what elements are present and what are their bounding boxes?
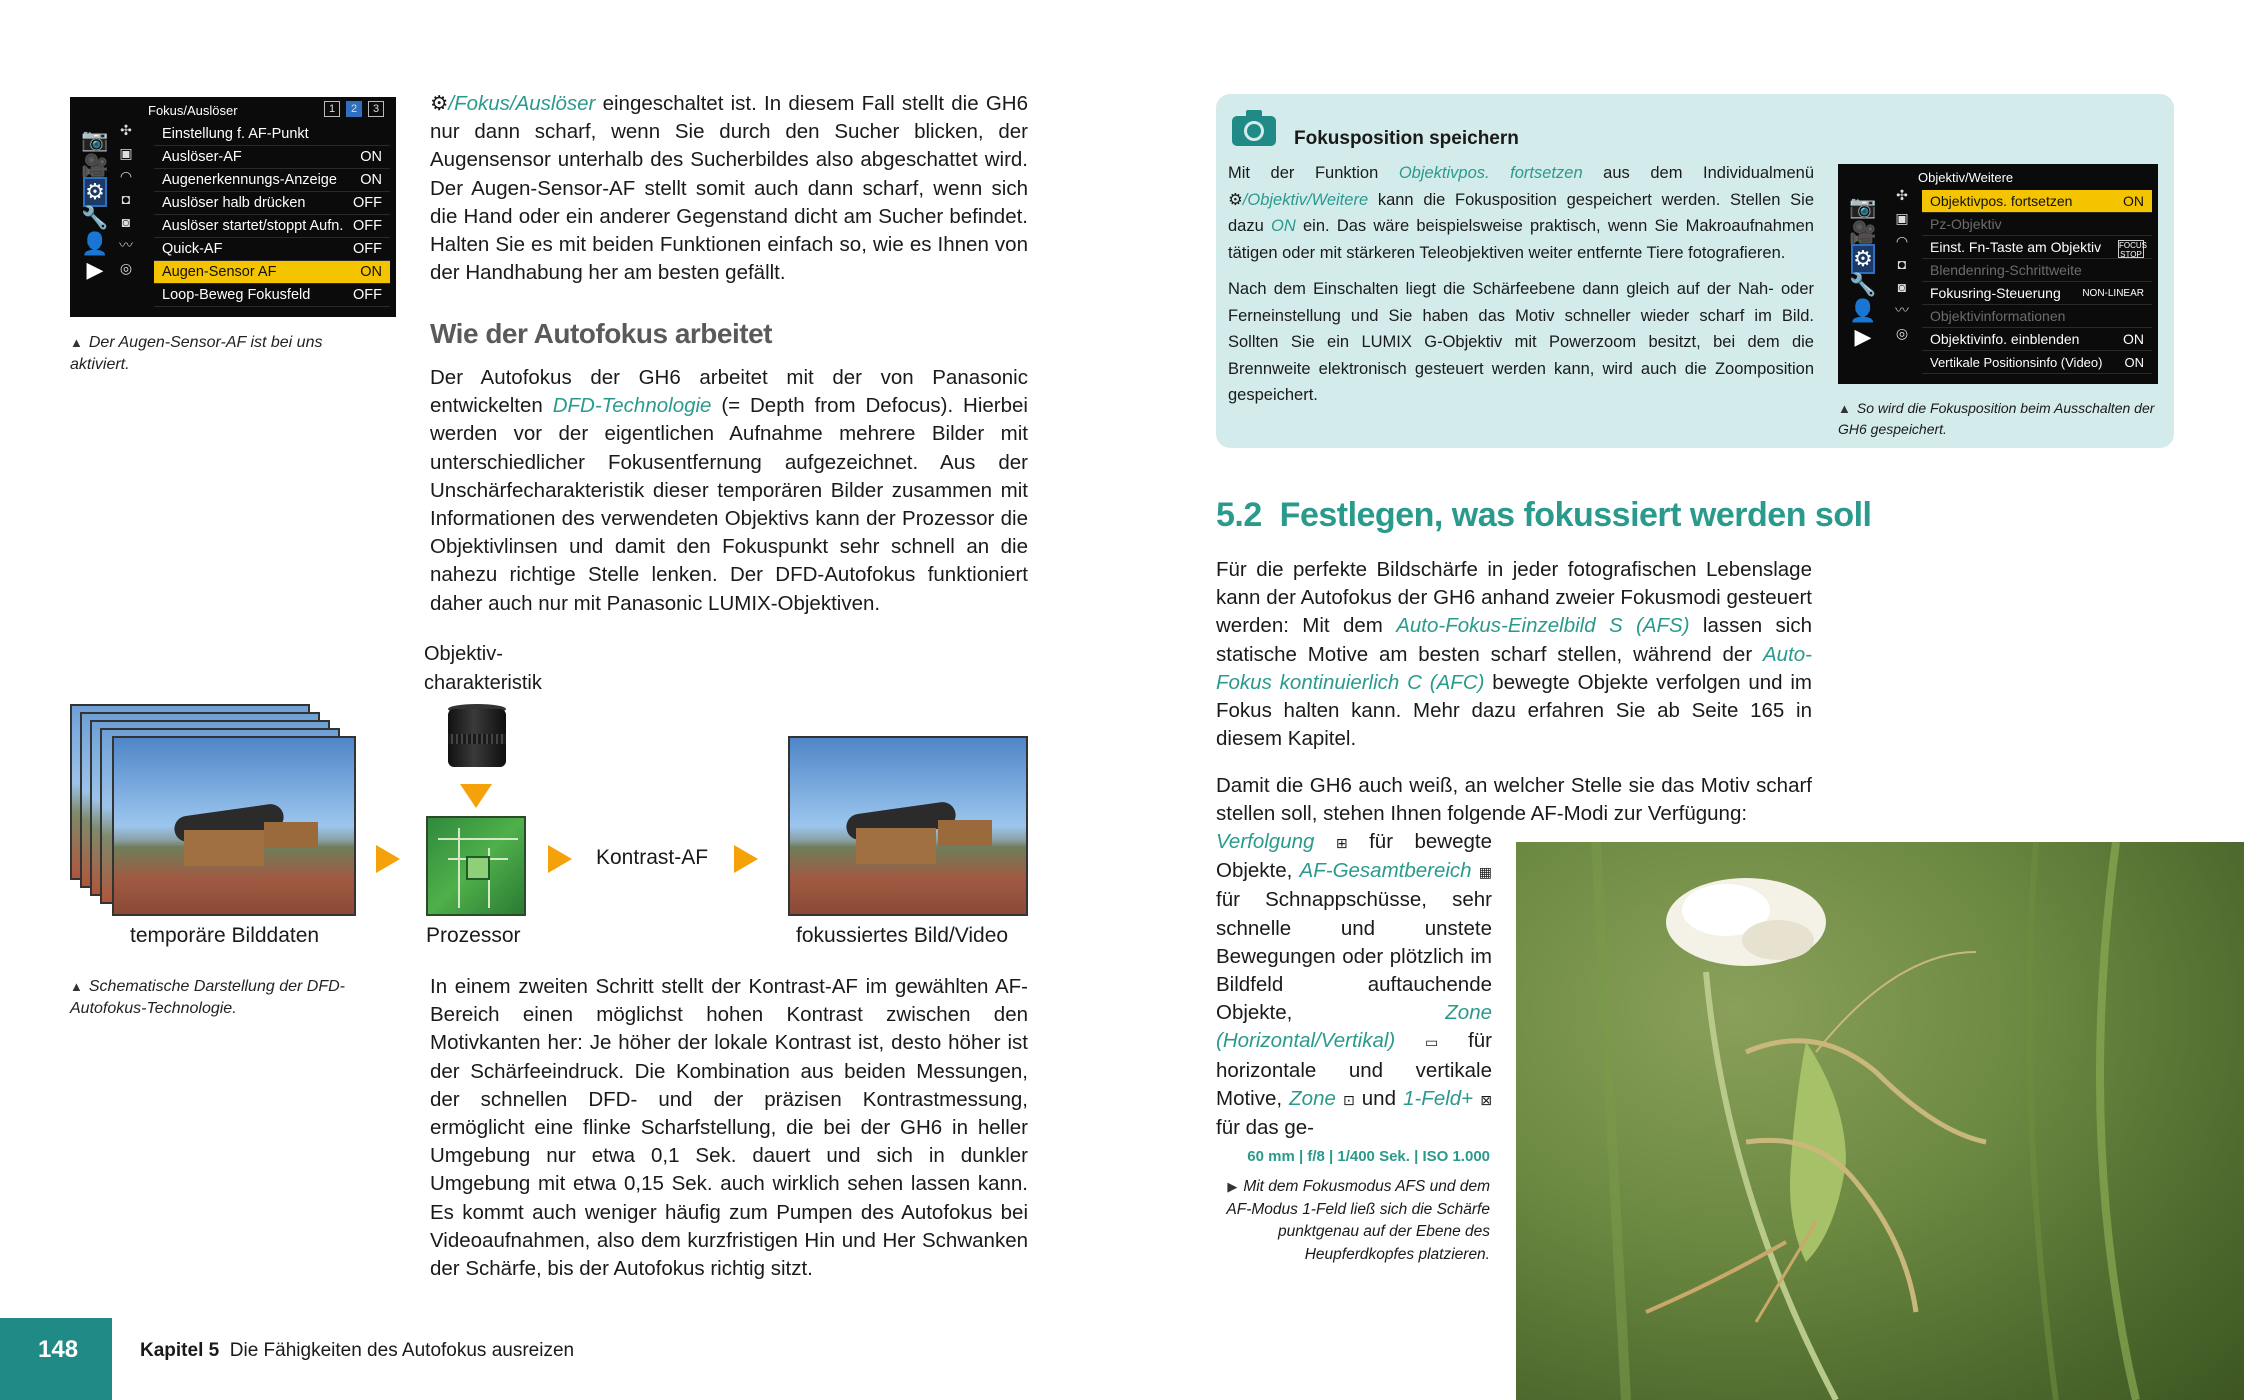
photo-exif: 60 mm | f/8 | 1/400 Sek. | ISO 1.000: [1247, 1148, 1490, 1165]
down-arrow-icon: [460, 784, 492, 808]
menu-row: Auslöser halb drücken OFF: [154, 192, 390, 215]
info-box-paragraph-2: Nach dem Einschalten liegt die Schärfeebene dann gleich auf der Nah- oder Ferneinstellung und Sie haben das Motiv schneller wieder scharf im Bild. Sollten Sie ein LUMIX G-Objektiv mit Powerzoom besitzt, bei dem die Brennweite elektronisch gesteuert werden kann, wird auch die Zoomposition gespeichert.: [1228, 280, 1814, 404]
section-paragraph-2: Damit die GH6 auch weiß, an welcher Stelle sie das Motiv scharf stellen soll, stehen Ihnen folgende AF-Modi zur Verfügung:: [1216, 774, 1812, 826]
gear-icon: ⚙: [430, 92, 449, 115]
zone-hv-icon: ▭: [1425, 1034, 1439, 1051]
section-title: 5.2 Festlegen, was fokussiert werden soll: [1216, 496, 1872, 534]
menu-tab-2: 2: [346, 101, 362, 117]
shutter-icon: ◘: [121, 191, 131, 207]
temporary-images-stack: [70, 704, 360, 918]
focused-image: [788, 736, 1028, 916]
diagram-temp-label: temporäre Bilddaten: [130, 924, 320, 947]
arrow-right-icon: [376, 845, 400, 873]
menu-tab-3: 3: [368, 101, 384, 117]
menu-rows: [154, 123, 390, 307]
camera-icon: 📷: [1849, 194, 1877, 219]
gear-icon: ⚙: [85, 179, 105, 204]
diagram-lens-label: Objektiv- charakteristik: [424, 643, 542, 694]
menu-title: Fokus/Auslöser: [148, 103, 238, 118]
af-point-icon: ✣: [1896, 187, 1908, 203]
diagram-final-label: fokussiertes Bild/Video: [796, 924, 1009, 947]
signal-icon: 〰: [119, 237, 133, 253]
section-paragraph-1: Für die perfekte Bildschärfe in jeder fotografischen Lebenslage kann der Autofokus der GH6 anhand zweier Fokusmodi gesteuert werden: Mit dem Auto-Fokus-Einzelbild S (AFS) lassen sich statische Motive am besten scharf stellen, während der Auto-Fokus kontinuierlich C (AFC) bewegte Objekte verfolgen und im Fokus halten kann. Mehr dazu erfahren Sie ab Seite 165 in diesem Kapitel.: [1216, 558, 1813, 751]
one-area-plus-icon: ⊠: [1480, 1091, 1492, 1108]
processor-chip-image: [426, 816, 526, 916]
camera-icon: 📷: [81, 127, 109, 152]
record-icon: ◙: [1897, 279, 1907, 295]
gear-icon: ⚙: [1228, 190, 1243, 209]
menu-subicons: [1890, 184, 1914, 345]
menu-title: Objektiv/Weitere: [1918, 170, 2014, 185]
menu1-caption: ▲ Der Augen-Sensor-AF ist bei uns aktiviert.: [70, 334, 323, 373]
menu-row: Augenerkennungs-Anzeige ON: [154, 169, 390, 192]
menu-row: Auslöser startet/stoppt Aufn. OFF: [154, 215, 390, 238]
diagram-kontrast-label: Kontrast-AF: [596, 846, 709, 869]
af-modes-paragraph: Verfolgung ⊞ für bewegte Objekte, AF-Gesamtbereich ▦ für Schnappschüsse, sehr schnelle und unstete Bewegungen oder plötzlich im Bildfeld auftauchende Objekte, Zone (Horizontal/Vertikal) ▭ für horizontale und vertikale Motive, Zone ⊡ und 1-Feld+ ⊠ für das ge-: [1216, 830, 1493, 1140]
playback-icon: ▶: [1854, 324, 1872, 349]
grasshopper-drawing: [1516, 842, 2244, 1400]
menu-tab-1: 1: [324, 101, 340, 117]
paragraph-3: In einem zweiten Schritt stellt der Kontrast-AF im gewählten AF-Bereich einen möglichst hohen Kontrast zwischen den Motivkanten her: Je höher der lokale Kontrast ist, desto höher ist der Schärfeeindruck. Die Kombination aus beiden Messungen, der schnellen DFD- und der präzisen Kontrastmessung, ermöglicht eine flinke Scharfstellung, die bei der GH6 in heller Umgebung nur etwa 0,1 Sek. dauert und sich in dunkler Umgebung mit etwa 0,15 Sek. auch wirklich sehen lassen kann. Es kommt auch weniger häufig zum Pumpen des Autofokus bei Videoaufnahmen, also dem kurzfristigen Hin und Her Schwanken der Schärfe, bis der Autofokus richtig sitzt.: [430, 975, 1028, 1281]
record-icon: ◙: [121, 214, 131, 230]
menu-subicons: [114, 119, 138, 280]
menu-row: Einstellung f. AF-Punkt: [154, 123, 390, 146]
info-box-title: Fokusposition speichern: [1294, 128, 1519, 149]
wrench-icon: 🔧: [1849, 272, 1877, 297]
menu-row-selected: Augen-Sensor AF ON: [154, 261, 390, 284]
footer-chapter: Kapitel 5 Die Fähigkeiten des Autofokus ausreizen: [140, 1340, 575, 1361]
lens-icon: ◎: [1895, 325, 1909, 341]
af-icon: ▣: [1895, 210, 1909, 226]
menu2-caption: ▲ So wird die Fokusposition beim Ausschalten der GH6 gespeichert.: [1838, 400, 2155, 437]
menu-row: Loop-Beweg Fokusfeld OFF: [154, 284, 390, 307]
zone-icon: ⊡: [1342, 1091, 1355, 1108]
full-area-icon: ▦: [1478, 864, 1493, 881]
wrench-icon: 🔧: [81, 205, 109, 230]
camera-menu-lens-other: [1838, 164, 2158, 384]
triangle-up-icon: ▲: [1838, 401, 1851, 416]
menu-row: Fokusring-Steuerung NON-LINEAR: [1922, 282, 2152, 305]
menu-row: Pz-Objektiv: [1922, 213, 2152, 236]
menu-row: Blendenring-Schrittweite: [1922, 259, 2152, 282]
af-icon: ▣: [119, 145, 133, 161]
menu-tabs: [324, 101, 384, 117]
diagram-caption: ▲ Schematische Darstellung der DFD-Autofokus-Technologie.: [70, 978, 345, 1017]
arrow-right-icon: [734, 845, 758, 873]
photo-caption: ▶ Mit dem Fokusmodus AFS und dem AF-Modus 1-Feld ließ sich die Schärfe punktgenau auf der Ebene des Heupferdkopfes platzieren.: [1226, 1178, 1490, 1263]
section-heading: Wie der Autofokus arbeitet: [430, 318, 772, 349]
paragraph-2: Der Autofokus der GH6 arbeitet mit der von Panasonic entwickelten DFD-Technologie (= Depth from Defocus). Hierbei werden vor der eigentlichen Aufnahme mehrere Bilder mit unterschiedlicher Fokusentfernung aufgezeichnet. Aus der Unschärfecharakteristik dieser temporären Bilder zusammen mit Informationen des verwendeten Objektivs kann der Prozessor die Objektivlinsen und damit den Fokuspunkt sehr schnell an die nahezu richtige Stelle lenken. Der DFD-Autofokus funktioniert daher auch nur mit Panasonic LUMIX-Objektiven.: [430, 366, 1028, 615]
lens-image: [444, 704, 510, 772]
triangle-up-icon: ▲: [70, 335, 83, 350]
eye-icon: ◠: [1895, 233, 1909, 249]
menu-sidebar: [1848, 194, 1878, 350]
page-number: 148: [38, 1336, 79, 1363]
menu-row: Objektivinfo. einblenden ON: [1922, 328, 2152, 351]
menu-row: Auslöser-AF ON: [154, 146, 390, 169]
diagram-processor-label: Prozessor: [426, 924, 521, 947]
menu-sidebar: [80, 127, 110, 283]
camera-menu-focus-release: [70, 97, 396, 317]
menu-row: Objektivinformationen: [1922, 305, 2152, 328]
menu-row: Einst. Fn-Taste am Objektiv FOCUS STOP: [1922, 236, 2152, 259]
menu-row-selected: Objektivpos. fortsetzen ON: [1922, 190, 2152, 213]
person-icon: 👤: [81, 231, 109, 256]
camera-icon: [1232, 110, 1276, 146]
gear-icon: ⚙: [1853, 246, 1873, 271]
tracking-icon: ⊞: [1335, 835, 1348, 851]
video-icon: 🎥: [1849, 220, 1877, 245]
af-point-icon: ✣: [120, 122, 132, 138]
info-box-paragraph-1: Mit der Funktion Objektivpos. fortsetzen aus dem Individualmenü ⚙/Objektiv/Weitere kann die Fokusposition gespeichert werden. Stellen Sie dazu ON ein. Das wäre beispielsweise praktisch, wenn Sie Makroaufnahmen tätigen oder mit stärkeren Teleobjektiven weiter entfernte Tiere fotografieren.: [1228, 164, 1814, 262]
arrow-right-icon: [548, 845, 572, 873]
triangle-up-icon: ▲: [70, 979, 83, 994]
playback-icon: ▶: [86, 257, 104, 282]
menu-rows: [1922, 190, 2152, 374]
eye-icon: ◠: [119, 168, 133, 184]
triangle-right-icon: ▶: [1227, 1179, 1238, 1194]
grasshopper-photo: [1516, 842, 2244, 1400]
menu-row: Quick-AF OFF: [154, 238, 390, 261]
shutter-icon: ◘: [1897, 256, 1907, 272]
person-icon: 👤: [1849, 298, 1877, 323]
paragraph-1: ⚙/Fokus/Auslöser eingeschaltet ist. In diesem Fall stellt die GH6 nur dann scharf, wenn Sie durch den Sucher blicken, der Augensensor unterhalb des Sucherbildes also abgeschattet wird. Der Augen-Sensor-AF stellt somit auch dann scharf, wenn sich die Hand oder ein anderer Gegenstand dicht am Sucher befindet. Halten Sie es mit beiden Funktionen einfach so, wie es Ihnen von der Handhabung her am besten gefällt.: [430, 92, 1028, 285]
menu-row: Vertikale Positionsinfo (Video) ON: [1922, 351, 2152, 374]
signal-icon: 〰: [1895, 302, 1909, 318]
page-number-tab: [0, 1318, 112, 1400]
video-icon: 🎥: [81, 153, 109, 178]
focus-ring-icon: ◎: [119, 260, 133, 276]
